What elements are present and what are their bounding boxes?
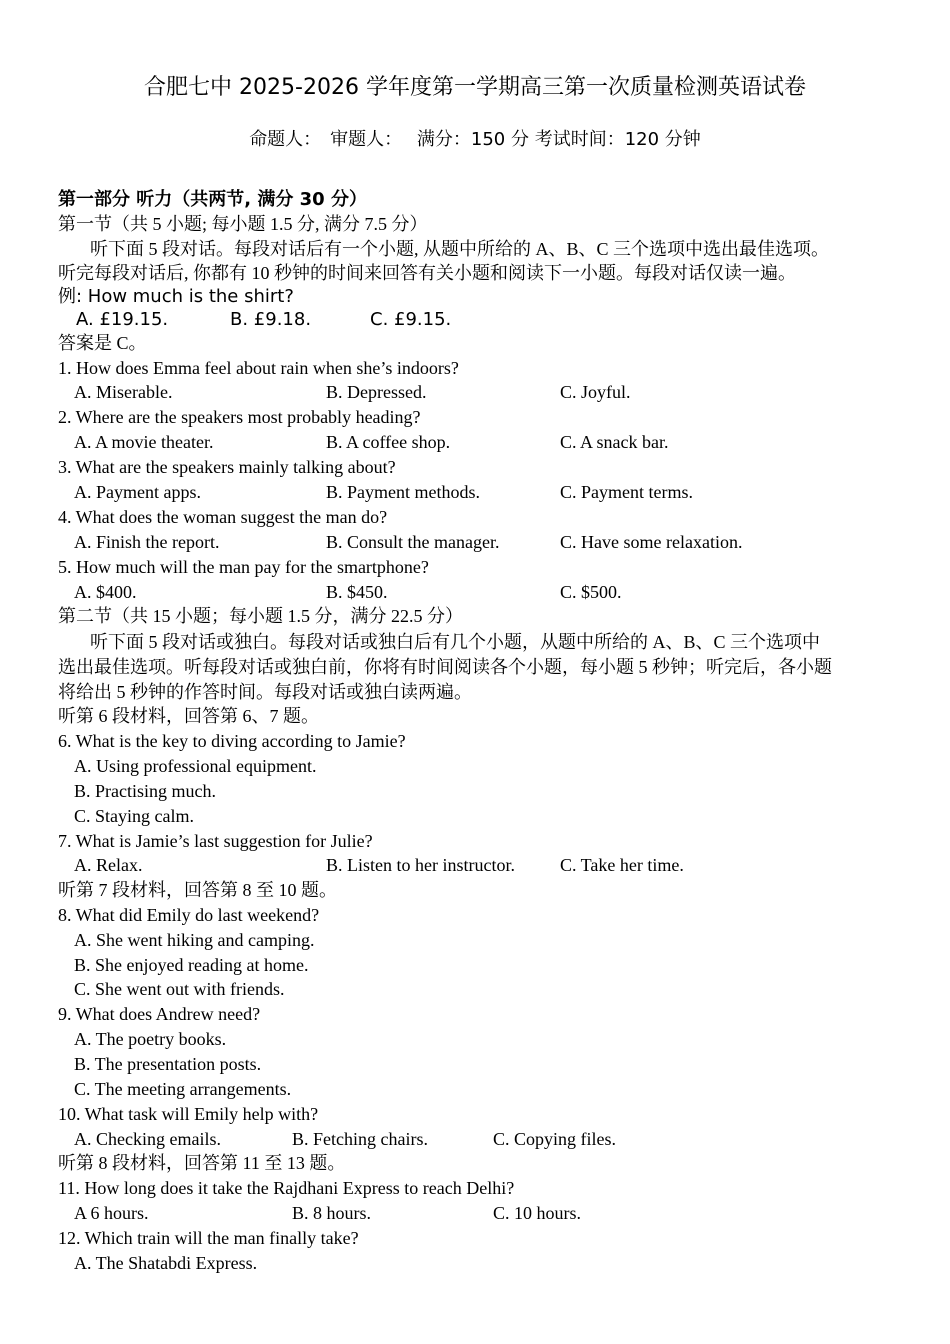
- option-a: A. The poetry books.: [74, 1029, 227, 1049]
- question-stem: 2. Where are the speakers most probably heading?: [58, 407, 421, 427]
- example-option-b: B. £9.18.: [230, 309, 312, 330]
- option-b: B. The presentation posts.: [74, 1054, 262, 1074]
- option-a: A. $400.: [74, 582, 137, 602]
- option-b: B. Consult the manager.: [326, 532, 500, 552]
- option-a: A. The Shatabdi Express.: [74, 1253, 258, 1273]
- option-b: B. $450.: [326, 582, 388, 602]
- material-7-heading: 听第 7 段材料，回答第 8 至 10 题。: [58, 880, 337, 900]
- option-b: B. 8 hours.: [292, 1203, 372, 1223]
- question-stem: 5. How much will the man pay for the smartphone?: [58, 557, 429, 577]
- exam-title: 合肥七中 2025-2026 学年度第一学期高三第一次质量检测英语试卷: [144, 75, 806, 100]
- option-a: A. A movie theater.: [74, 432, 214, 452]
- question-stem: 9. What does Andrew need?: [58, 1004, 261, 1024]
- section1-instruction-cont: 听完每段对话后, 你都有 10 秒钟的时间来回答有关小题和阅读下一小题。每段对话仅读一遍。: [58, 263, 796, 283]
- question-stem: 10. What task will Emily help with?: [58, 1104, 319, 1124]
- question-stem: 8. What did Emily do last weekend?: [58, 905, 320, 925]
- example-answer: 答案是 C。: [58, 333, 147, 353]
- option-c: C. The meeting arrangements.: [74, 1079, 292, 1099]
- option-c: C. Take her time.: [560, 855, 684, 875]
- option-c: C. Staying calm.: [74, 806, 194, 826]
- exam-subtitle: 命题人： 审题人： 满分：150 分 考试时间：120 分钟: [249, 129, 701, 150]
- option-c: C. Copying files.: [493, 1129, 617, 1149]
- question-stem: 7. What is Jamie’s last suggestion for Julie?: [58, 831, 373, 851]
- option-b: B. She enjoyed reading at home.: [74, 955, 309, 975]
- option-c: C. She went out with friends.: [74, 979, 285, 999]
- option-c: C. 10 hours.: [493, 1203, 582, 1223]
- material-6-heading: 听第 6 段材料，回答第 6、7 题。: [58, 706, 319, 726]
- question-stem: 4. What does the woman suggest the man do?: [58, 507, 388, 527]
- question-stem: 3. What are the speakers mainly talking about?: [58, 457, 396, 477]
- option-a: A. She went hiking and camping.: [74, 930, 315, 950]
- question-stem: 6. What is the key to diving according to Jamie?: [58, 731, 406, 751]
- example-option-c: C. £9.15.: [370, 309, 452, 330]
- option-a: A. Payment apps.: [74, 482, 201, 502]
- option-c: C. Have some relaxation.: [560, 532, 743, 552]
- material-8-heading: 听第 8 段材料，回答第 11 至 13 题。: [58, 1153, 346, 1173]
- option-a: A. Finish the report.: [74, 532, 220, 552]
- option-c: C. Joyful.: [560, 382, 631, 402]
- example-question: 例: How much is the shirt?: [58, 286, 294, 307]
- section2-instruction: 听下面 5 段对话或独白。每段对话或独白后有几个小题，从题中所给的 A、B、C 三个选项中: [90, 632, 821, 652]
- question-stem: 12. Which train will the man finally take?: [58, 1228, 359, 1248]
- option-b: B. Listen to her instructor.: [326, 855, 515, 875]
- option-b: B. A coffee shop.: [326, 432, 451, 452]
- option-b: B. Fetching chairs.: [292, 1129, 428, 1149]
- option-b: B. Practising much.: [74, 781, 216, 801]
- question-stem: 11. How long does it take the Rajdhani Express to reach Delhi?: [58, 1178, 515, 1198]
- option-c: C. Payment terms.: [560, 482, 693, 502]
- option-b: B. Payment methods.: [326, 482, 480, 502]
- option-a: A. Miserable.: [74, 382, 173, 402]
- part1-heading: 第一部分 听力（共两节, 满分 30 分）: [58, 189, 367, 210]
- option-c: C. A snack bar.: [560, 432, 669, 452]
- section2-heading: 第二节（共 15 小题；每小题 1.5 分，满分 22.5 分）: [58, 606, 463, 626]
- option-a: A. Using professional equipment.: [74, 756, 317, 776]
- option-c: C. $500.: [560, 582, 622, 602]
- example-option-a: A. £19.15.: [76, 309, 169, 330]
- section1-heading: 第一节（共 5 小题; 每小题 1.5 分, 满分 7.5 分）: [58, 214, 428, 234]
- option-a: A 6 hours.: [74, 1203, 149, 1223]
- question-stem: 1. How does Emma feel about rain when she’s indoors?: [58, 358, 459, 378]
- section2-instruction-end: 将给出 5 秒钟的作答时间。每段对话或独白读两遍。: [58, 682, 472, 702]
- section1-instruction: 听下面 5 段对话。每段对话后有一个小题, 从题中所给的 A、B、C 三个选项中选出最佳选项。: [90, 239, 830, 259]
- section2-instruction-cont: 选出最佳选项。听每段对话或独白前，你将有时间阅读各个小题，每小题 5 秒钟；听完后，各小题: [58, 657, 832, 677]
- option-a: A. Checking emails.: [74, 1129, 221, 1149]
- option-b: B. Depressed.: [326, 382, 427, 402]
- option-a: A. Relax.: [74, 855, 143, 875]
